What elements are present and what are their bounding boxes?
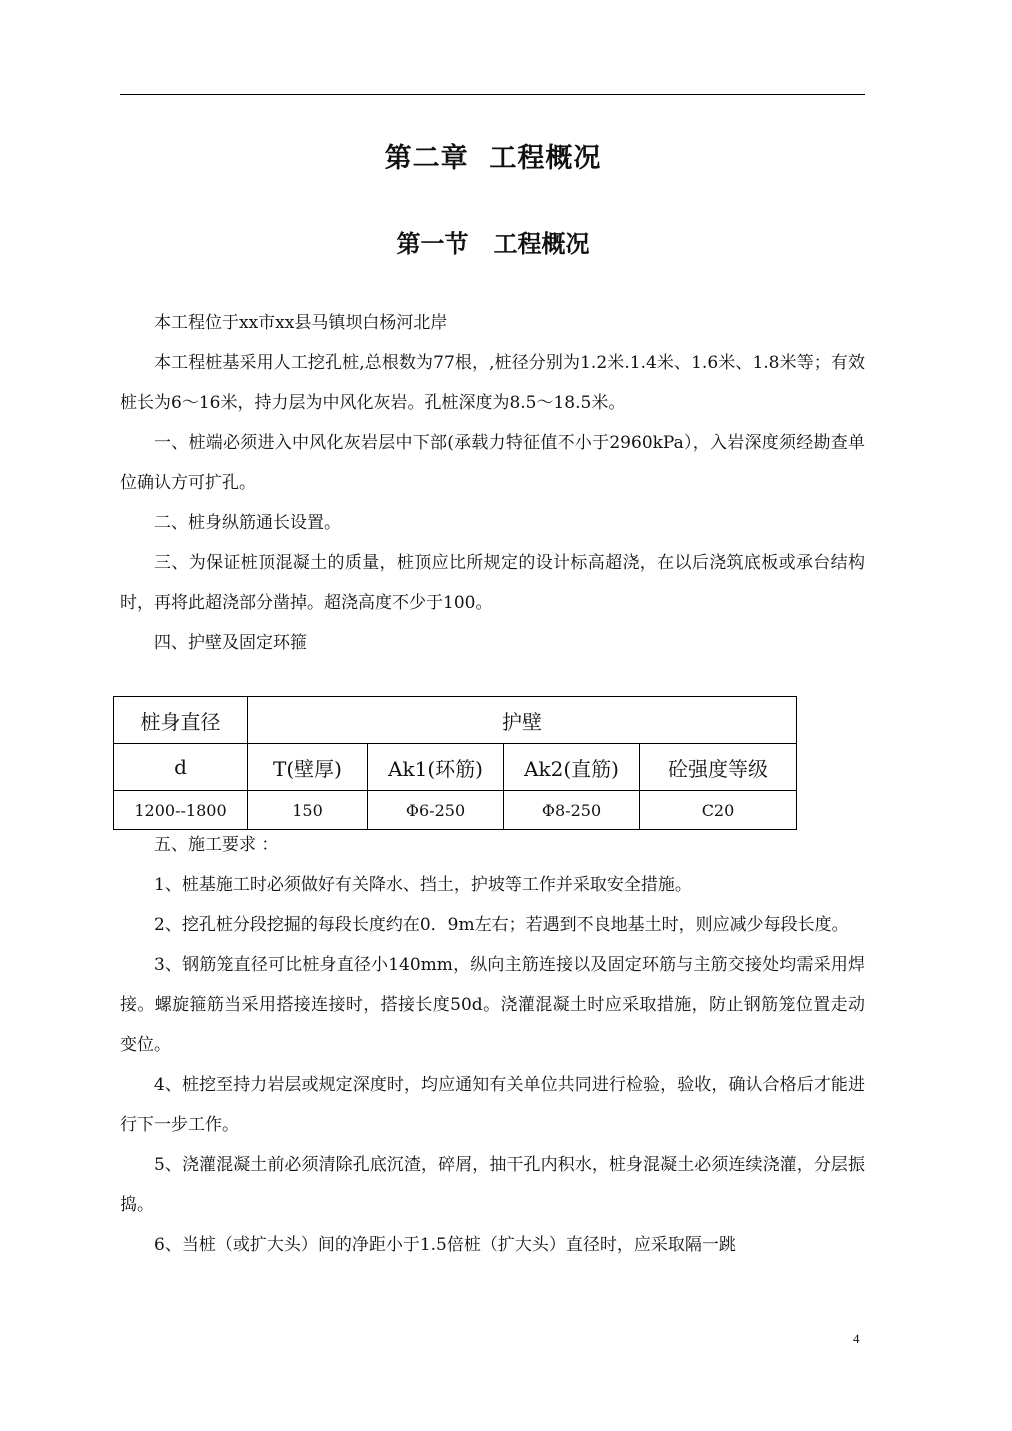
table-cell-thickness: 150 bbox=[248, 791, 368, 830]
requirement-item-2: 2、挖孔桩分段挖掘的每段长度约在0．9m左右；若遇到不良地基土时，则应减少每段长度。 bbox=[154, 915, 849, 935]
section-title: 第一节 工程概况 bbox=[396, 230, 590, 258]
pile-end-paragraph: 一、桩端必须进入中风化灰岩层中下部(承载力特征值不小于2960kPa），入岩深度须经勘查单位确认方可扩孔。 bbox=[120, 433, 865, 493]
page-number: 4 bbox=[853, 1331, 860, 1346]
table-cell-concrete-grade: C20 bbox=[640, 791, 797, 830]
retaining-wall-table bbox=[113, 696, 797, 830]
over-pour-paragraph: 三、为保证桩顶混凝土的质量，桩顶应比所规定的设计标高超浇，在以后浇筑底板或承台结构时，再将此超浇部分凿掉。超浇高度不少于100。 bbox=[120, 553, 865, 613]
longitudinal-rebar-paragraph: 二、桩身纵筋通长设置。 bbox=[154, 513, 341, 533]
requirement-item-6: 6、当桩（或扩大头）间的净距小于1.5倍桩（扩大头）直径时，应采取隔一跳 bbox=[154, 1235, 736, 1255]
table-header-diameter: 桩身直径 bbox=[114, 697, 248, 744]
requirements-text-block bbox=[120, 825, 865, 1265]
table-header-row bbox=[114, 697, 797, 744]
table-header-retaining-wall: 护壁 bbox=[248, 697, 797, 744]
retaining-wall-heading: 四、护壁及固定环箍 bbox=[154, 633, 307, 653]
table-cell-ring-rebar: Φ6-250 bbox=[368, 791, 504, 830]
table-subheader-row bbox=[114, 744, 797, 791]
table-header-thickness: T(壁厚) bbox=[248, 744, 368, 791]
table-header-ring-rebar: Ak1(环筋) bbox=[368, 744, 504, 791]
table-row bbox=[114, 791, 797, 830]
header-rule bbox=[120, 94, 865, 95]
requirement-item-5: 5、浇灌混凝土前必须清除孔底沉渣，碎屑，抽干孔内积水，桩身混凝土必须连续浇灌，分层振捣。 bbox=[120, 1155, 865, 1215]
table-header-straight-rebar: Ak2(直筋) bbox=[504, 744, 640, 791]
intro-text-block bbox=[120, 303, 865, 663]
location-paragraph: 本工程位于xx市xx县马镇坝白杨河北岸 bbox=[154, 313, 448, 333]
requirements-heading: 五、施工要求 ： bbox=[154, 835, 279, 855]
table-header-d: d bbox=[114, 744, 248, 791]
table-cell-diameter: 1200--1800 bbox=[114, 791, 248, 830]
requirement-item-1: 1、桩基施工时必须做好有关降水、挡土，护坡等工作并采取安全措施。 bbox=[154, 875, 692, 895]
requirement-item-4: 4、桩挖至持力岩层或规定深度时，均应通知有关单位共同进行检验，验收，确认合格后才能进行下一步工作。 bbox=[120, 1075, 865, 1135]
pile-overview-paragraph: 本工程桩基采用人工挖孔桩,总根数为77根，,桩径分别为1.2米.1.4米、1.6米、1.8米等；有效桩长为6～16米，持力层为中风化灰岩。孔桩深度为8.5～18.5米。 bbox=[120, 353, 866, 413]
requirement-item-3: 3、钢筋笼直径可比桩身直径小140mm，纵向主筋连接以及固定环筋与主筋交接处均需采用焊接。螺旋箍筋当采用搭接连接时，搭接长度50d。浇灌混凝土时应采取措施，防止钢筋笼位置走动变位。 bbox=[120, 955, 865, 1055]
table-header-concrete-grade: 砼强度等级 bbox=[640, 744, 797, 791]
chapter-title: 第二章 工程概况 bbox=[384, 143, 602, 174]
table-cell-straight-rebar: Φ8-250 bbox=[504, 791, 640, 830]
